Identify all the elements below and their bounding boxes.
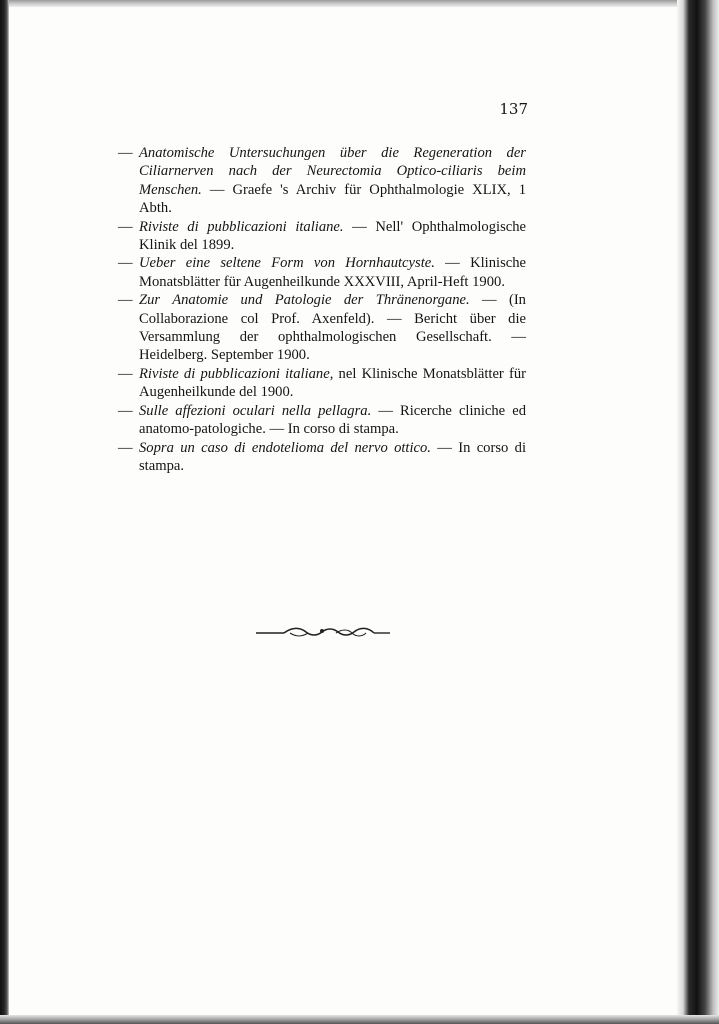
entry-title: Riviste di pubblicazioni italiane. (139, 218, 344, 235)
entry-details: — Nell' Ophthalmologische Klinik del 1899. (139, 218, 527, 254)
bibliography-entry (118, 218, 526, 255)
entry-dash: — (118, 365, 133, 382)
entry-title: Riviste di pubblicazioni italiane, (139, 365, 334, 382)
book-spine-edge (677, 0, 719, 1024)
entry-details: — Ricerche cliniche ed anatomo-patologiche. — In corso di stampa. (139, 402, 526, 438)
entry-title: Zur Anatomie und Patologie der Thränenorgane. (139, 292, 470, 309)
entry-details: — Klinische Monatsblätter für Augenheilkunde XXXVIII, April-Heft 1900. (139, 255, 527, 290)
bibliography-entry (118, 365, 526, 402)
entry-dash: — (118, 255, 133, 272)
scan-edge-left (0, 0, 9, 1024)
entry-details: — In corso di stampa. (139, 439, 527, 474)
entry-dash: — (118, 292, 133, 309)
entry-details: — (In Collaborazione col Prof. Axenfeld). — Bericht über die Versammlung der ophthalmologischen Gesellschaft. — Heidelberg. September 1900. (139, 292, 526, 364)
entry-title: Sopra un caso di endotelioma del nervo ottico. (139, 439, 431, 456)
entry-dash: — (118, 402, 133, 419)
bibliography-entry (118, 144, 526, 218)
page-number: 137 (499, 100, 528, 118)
bibliography-list (118, 144, 526, 475)
entry-details: nel Klinische Monatsblätter für Augenheilkunde del 1900. (139, 365, 526, 401)
entry-title: Ueber eine seltene Form von Hornhautcyste. (139, 255, 435, 272)
bibliography-entry (118, 402, 526, 439)
bibliography-entry (118, 291, 526, 365)
entry-details: — Graefe 's Archiv für Ophthalmologie XLIX, 1 Abth. (139, 181, 526, 217)
entry-dash: — (118, 439, 133, 456)
entry-title: Sulle affezioni oculari nella pellagra. (139, 402, 372, 419)
bibliography-entry (118, 254, 526, 291)
scan-edge-bottom (0, 1015, 719, 1024)
entry-dash: — (118, 218, 133, 235)
entry-title: Anatomische Untersuchungen über die Regeneration der Ciliarnerven nach der Neurectomia Optico-ciliaris beim Menschen. (139, 145, 526, 198)
scan-edge-top (0, 0, 719, 7)
entry-dash: — (118, 145, 133, 161)
bibliography-entry (118, 439, 526, 476)
typographic-flourish-icon (254, 624, 392, 640)
